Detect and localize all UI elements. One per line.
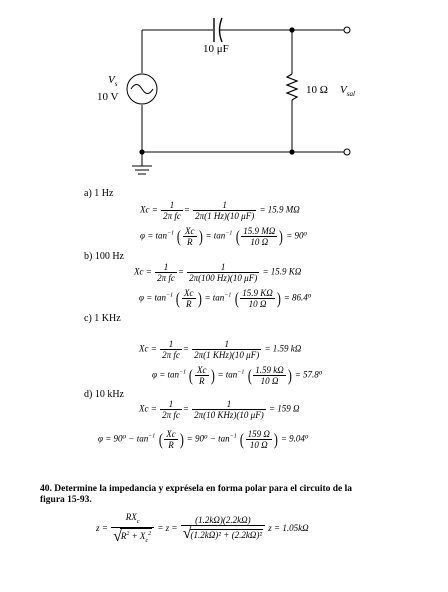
junction-top [289, 27, 294, 32]
section-b-label: b) 100 Hz [84, 251, 124, 262]
section-d-phi-eq: $\varphi = 90^0 - \tan^{-1}$ ( $\frac{Xc}{R}$ ) = $90^0 - \tan^{-1}$ ( $\frac{159 \Omega}{10 \Omega}$ ) = 9.04⁰ [98, 429, 309, 450]
section-d-label: d) 10 kHz [84, 389, 124, 400]
section-c-xc-eq: Xc = $\frac{1}{\text{2π fc}}$ = $\frac{1}{\text{2π(1 KHz)(10 μF)}}$ = 1.59 kΩ [139, 339, 302, 360]
source-value: 10 V [97, 91, 119, 103]
resistor-label: 10 Ω [306, 84, 328, 96]
section-a-label: a) 1 Hz [84, 188, 114, 199]
section-c-label: c) 1 KHz [84, 313, 121, 324]
circuit-diagram [0, 0, 448, 190]
section-c-phi-eq: $\varphi = \tan^{-1}$ ( $\frac{Xc}{R}$ ) = $\tan^{-1}$ ( $\frac{1.59 k\Omega}{10 \Omega}$ ) = 57.8⁰ [152, 365, 323, 386]
impedance-eq: z = $\frac{RX_c}{√R^2 + X_c^2}$ = z = $\frac{(1.2k\Omega)(2.2k\Omega)}{\text{√(1.2kΩ)² + (2.2kΩ)²}}$ z = 1.05kΩ [96, 512, 309, 545]
source-label: $V_s$ [108, 74, 118, 89]
problem-line-2: figura 15-93. [40, 495, 92, 505]
section-b-xc-eq: Xc = $\frac{1}{\text{2π fc}}$ = $\frac{1}{2\pi(100 Hz)(10 \mu F)}$ = 15.9 KΩ [134, 262, 302, 283]
junction-ground [139, 149, 144, 154]
section-a-phi-eq: $\varphi = \tan^{-1}$ ( $\frac{Xc}{R}$ ) = $\tan^{-1}$ ( $\frac{15.9 M\Omega}{10 \Omega}$ ) = 90⁰ [140, 226, 308, 247]
section-d-xc-eq: Xc = $\frac{1}{\text{2π fc}}$ = $\frac{1}{\text{2π(10 KHz)(10 μF)}}$ = 159 Ω [139, 399, 300, 420]
output-terminal-bottom [344, 149, 350, 155]
capacitor-label: 10 μF [203, 43, 229, 55]
output-label: $V_{sal}$ [340, 84, 355, 99]
junction-bottom [289, 149, 294, 154]
problem-line-1: 40. Determine la impedancia y exprésela en forma polar para el circuito de la [40, 484, 353, 494]
section-a-xc-eq: Xc = $\frac{1}{\text{2π fc}}$ = $\frac{1}{2\pi(1 Hz)(10 \mu F)}$ = 15.9 MΩ [140, 200, 300, 221]
output-terminal-top [344, 27, 350, 33]
sine-icon [131, 85, 153, 94]
section-b-phi-eq: $\varphi = \tan^{-1}$ ( $\frac{Xc}{R}$ ) = $\tan^{-1}$ ( $\frac{15.9 K\Omega}{10 \Omega}$ ) = 86.4⁰ [139, 288, 312, 309]
resistor-zigzag [287, 74, 297, 100]
